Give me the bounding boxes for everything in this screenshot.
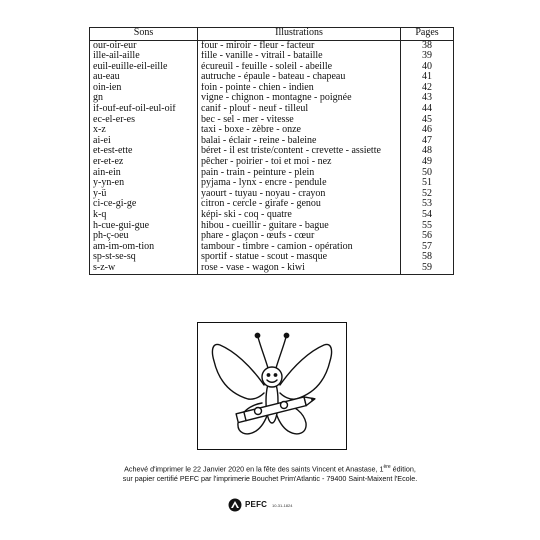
sons-cell: euil-euille-eil-eille [90,62,198,73]
page-cell: 49 [401,157,454,168]
illustrations-cell: vigne - chignon - montagne - poignée [198,93,401,104]
table-header-row [90,28,454,41]
page-cell: 45 [401,115,454,126]
sons-cell: gn [90,93,198,104]
illustrations-cell: citron - cercle - girafe - genou [198,199,401,210]
colophon-line-2: sur papier certifié PEFC par l'imprimerie Bouchet Prim'Atlantic - 79400 Saint-Maixent l'Ecole. [122,474,418,484]
illustrations-cell: sportif - statue - scout - masque [198,252,401,263]
sons-cell: ille-ail-aille [90,51,198,62]
page-cell: 38 [401,40,454,51]
page-cell: 42 [401,83,454,94]
sons-cell: s-z-w [90,263,198,274]
sons-cell: er-et-ez [90,157,198,168]
page-cell: 41 [401,72,454,83]
table-row [90,83,454,94]
page-cell: 43 [401,93,454,104]
page-cell: 46 [401,125,454,136]
page-cell: 50 [401,168,454,179]
table-row [90,62,454,73]
sons-cell: y-ü [90,189,198,200]
illustrations-cell: tambour - timbre - camion - opération [198,242,401,253]
sons-cell: h-cue-gui-gue [90,221,198,232]
illustrations-cell: fille - vanille - vitrail - bataille [198,51,401,62]
pefc-label: PEFC [245,500,268,509]
illustrations-cell: rose - vase - wagon - kiwi [198,263,401,274]
illustrations-cell: canif - plouf - neuf - tilleul [198,104,401,115]
table-row [90,242,454,253]
table-row [90,252,454,263]
page-cell: 59 [401,263,454,274]
illustrations-cell: yaourt - tuyau - noyau - crayon [198,189,401,200]
page-cell: 52 [401,189,454,200]
sons-cell: oin-ien [90,83,198,94]
sons-cell: x-z [90,125,198,136]
illustrations-cell: taxi - boxe - zèbre - onze [198,125,401,136]
pefc-certification-mark [228,498,318,512]
sons-cell: ci-ce-gi-ge [90,199,198,210]
sons-cell: et-est-ette [90,146,198,157]
table-row [90,115,454,126]
contents-table [89,27,454,275]
sons-cell: am-im-om-tion [90,242,198,253]
table-row [90,104,454,115]
illustrations-cell: pêcher - poirier - toi et moi - nez [198,157,401,168]
illustrations-cell: four - miroir - fleur - facteur [198,40,401,51]
page-cell: 56 [401,231,454,242]
illustrations-cell: phare - glaçon - œufs - cœur [198,231,401,242]
header-illustrations: Illustrations [198,28,401,41]
page-cell: 39 [401,51,454,62]
table-row [90,72,454,83]
page-cell: 58 [401,252,454,263]
illustrations-cell: foin - pointe - chien - indien [198,83,401,94]
table-row [90,51,454,62]
page-cell: 47 [401,136,454,147]
header-sons: Sons [90,28,198,41]
page-cell: 55 [401,221,454,232]
butterfly-illustration-frame [197,322,347,450]
butterfly-with-pencil-drawing [198,323,346,449]
colophon-line-1: Achevé d'imprimer le 22 Janvier 2020 en la fête des saints Vincent et Anastase, 1ère édition, [124,464,416,474]
illustrations-cell: autruche - épaule - bateau - chapeau [198,72,401,83]
sons-cell: y-yn-en [90,178,198,189]
sons-cell: ph-ç-oeu [90,231,198,242]
table-row [90,178,454,189]
page-cell: 53 [401,199,454,210]
table-row [90,231,454,242]
illustrations-cell: pyjama - lynx - encre - pendule [198,178,401,189]
table-row [90,189,454,200]
page-cell: 44 [401,104,454,115]
table-row [90,199,454,210]
illustrations-cell: écureuil - feuille - soleil - abeille [198,62,401,73]
page-cell: 57 [401,242,454,253]
illustrations-cell: béret - il est triste/content - crevette - assiette [198,146,401,157]
illustrations-cell: pain - train - peinture - plein [198,168,401,179]
page-cell: 54 [401,210,454,221]
sons-cell: ec-el-er-es [90,115,198,126]
illustrations-cell: képi- ski - coq - quatre [198,210,401,221]
sons-cell: ain-ein [90,168,198,179]
sons-cell: if-ouf-euf-oil-eul-oif [90,104,198,115]
table-row [90,263,454,274]
illustrations-cell: hibou - cueillir - guitare - bague [198,221,401,232]
table-row [90,221,454,232]
table-row [90,136,454,147]
table-row [90,40,454,51]
sons-cell: our-oir-eur [90,40,198,51]
table-row [90,93,454,104]
pefc-code: 10-31-1824 [272,503,293,508]
header-pages: Pages [401,28,454,41]
table-row [90,168,454,179]
pefc-tree-logo-icon [228,498,242,512]
page-cell: 48 [401,146,454,157]
table-row [90,146,454,157]
sons-cell: au-eau [90,72,198,83]
table-row [90,157,454,168]
table-row [90,210,454,221]
page-cell: 51 [401,178,454,189]
printing-colophon [0,462,540,484]
illustrations-cell: bec - sel - mer - vitesse [198,115,401,126]
sons-cell: sp-st-se-sq [90,252,198,263]
illustrations-cell: balai - éclair - reine - baleine [198,136,401,147]
sons-cell: ai-ei [90,136,198,147]
page-cell: 40 [401,62,454,73]
table-row [90,125,454,136]
sons-cell: k-q [90,210,198,221]
